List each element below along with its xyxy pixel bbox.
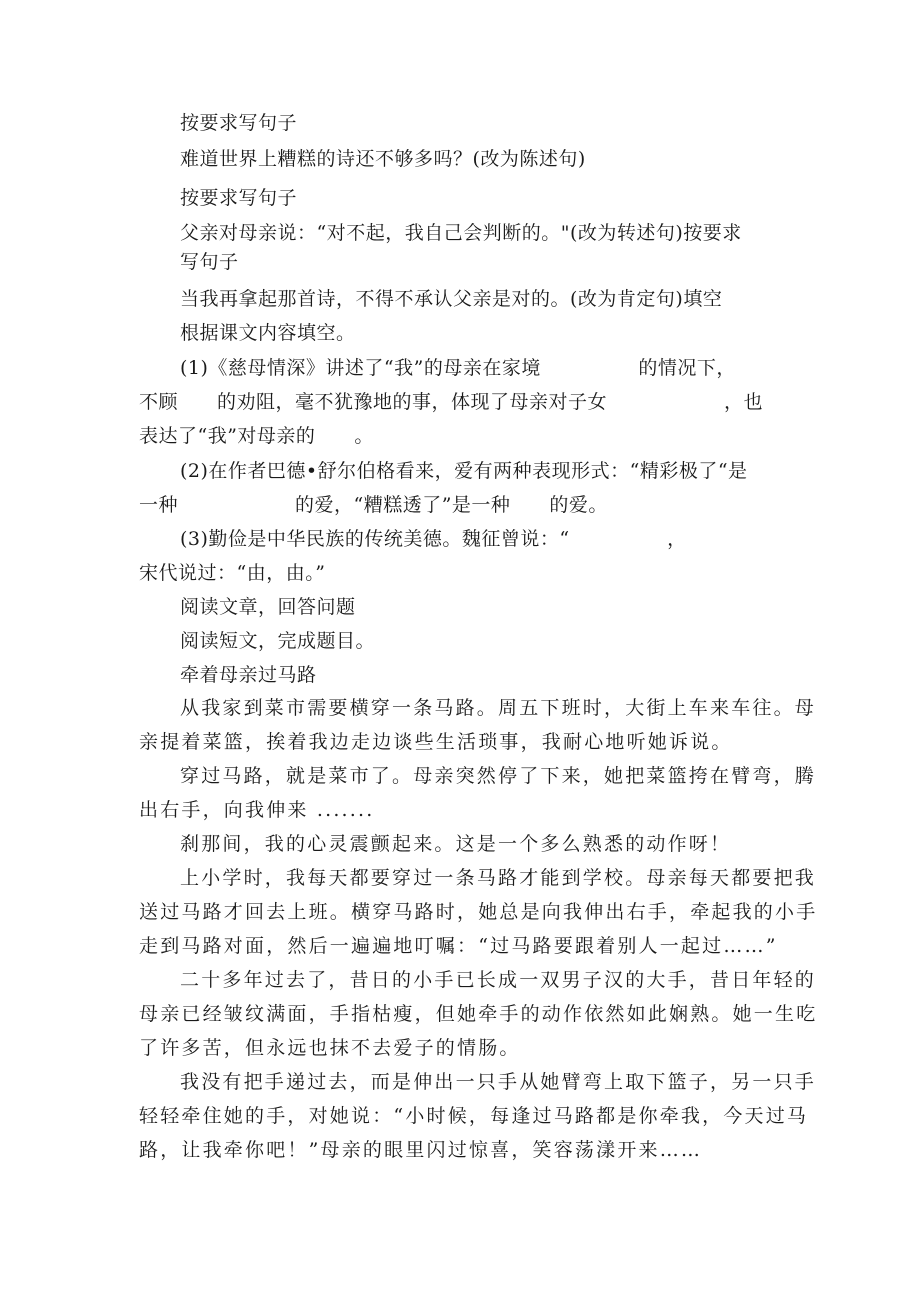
article-paragraph: 出右手，向我伸来 ....... bbox=[139, 799, 375, 821]
fill-blank-item: 一种 的爱，“糟糕透了”是一种 的爱。 bbox=[139, 494, 608, 516]
article-paragraph: 刹那间，我的心灵震颤起来。这是一个多么熟悉的动作呀！ bbox=[180, 833, 732, 855]
article-paragraph: 亲提着菜篮，挨着我边走边谈些生活琐事，我耐心地听她诉说。 bbox=[139, 731, 733, 753]
fill-blank-item: (1)《慈母情深》讲述了“我”的母亲在家境 的情况下， bbox=[180, 357, 736, 379]
question-text: 写句子 bbox=[180, 251, 239, 273]
article-paragraph: 送过马路才回去上班。横穿马路时，她总是向我伸出右手，牵起我的小手 bbox=[139, 901, 818, 923]
article-paragraph: 路，让我牵你吧！”母亲的眼里闪过惊喜，笑容荡漾开来…… bbox=[139, 1139, 703, 1161]
article-paragraph: 走到马路对面，然后一遍遍地叮嘱：“过马路要跟着别人一起过……” bbox=[139, 935, 778, 957]
article-paragraph: 我没有把手递过去，而是伸出一只手从她臂弯上取下篮子，另一只手 bbox=[180, 1071, 817, 1093]
section-heading: 根据课文内容填空。 bbox=[180, 322, 356, 344]
fill-blank-item: 表达了“我”对母亲的 。 bbox=[139, 425, 374, 447]
question-text: 难道世界上糟糕的诗还不够多吗？(改为陈述句) bbox=[180, 148, 586, 170]
fill-blank-item: 不顾 的劝阻，毫不犹豫地的事，体现了母亲对子女 ，也 bbox=[139, 391, 764, 413]
fill-blank-item: (2)在作者巴德•舒尔伯格看来，爱有两种表现形式：“精彩极了“是 bbox=[180, 460, 748, 482]
section-heading: 阅读文章，回答问题 bbox=[180, 596, 356, 618]
question-text: 当我再拿起那首诗，不得不承认父亲是对的。(改为肯定句)填空 bbox=[180, 288, 723, 310]
article-paragraph: 了许多苦，但永远也抹不去爱子的情肠。 bbox=[139, 1037, 521, 1059]
article-paragraph: 母亲已经皱纹满面，手指枯瘦，但她牵手的动作依然如此娴熟。她一生吃 bbox=[139, 1003, 818, 1025]
fill-blank-item: 宋代说过：“由，由。” bbox=[139, 562, 326, 584]
question-text: 父亲对母亲说：“对不起，我自己会判断的。"(改为转述句)按要求 bbox=[180, 222, 742, 244]
section-heading: 阅读短文，完成题目。 bbox=[180, 630, 376, 652]
article-paragraph: 穿过马路，就是菜市了。母亲突然停了下来，她把菜篮挎在臂弯，腾 bbox=[180, 765, 817, 787]
article-paragraph: 轻轻牵住她的手，对她说：“小时候，每逢过马路都是你牵我，今天过马 bbox=[139, 1105, 809, 1127]
article-paragraph: 从我家到菜市需要横穿一条马路。周五下班时，大街上车来车往。母 bbox=[180, 697, 817, 719]
section-heading: 按要求写句子 bbox=[180, 112, 298, 134]
article-paragraph: 上小学时，我每天都要穿过一条马路才能到学校。母亲每天都要把我 bbox=[180, 867, 817, 889]
article-title: 牵着母亲过马路 bbox=[180, 664, 317, 686]
section-heading: 按要求写句子 bbox=[180, 187, 298, 209]
article-paragraph: 二十多年过去了，昔日的小手已长成一双男子汉的大手，昔日年轻的 bbox=[180, 969, 817, 991]
fill-blank-item: (3)勤俭是中华民族的传统美德。魏征曾说：“ ， bbox=[180, 528, 687, 550]
